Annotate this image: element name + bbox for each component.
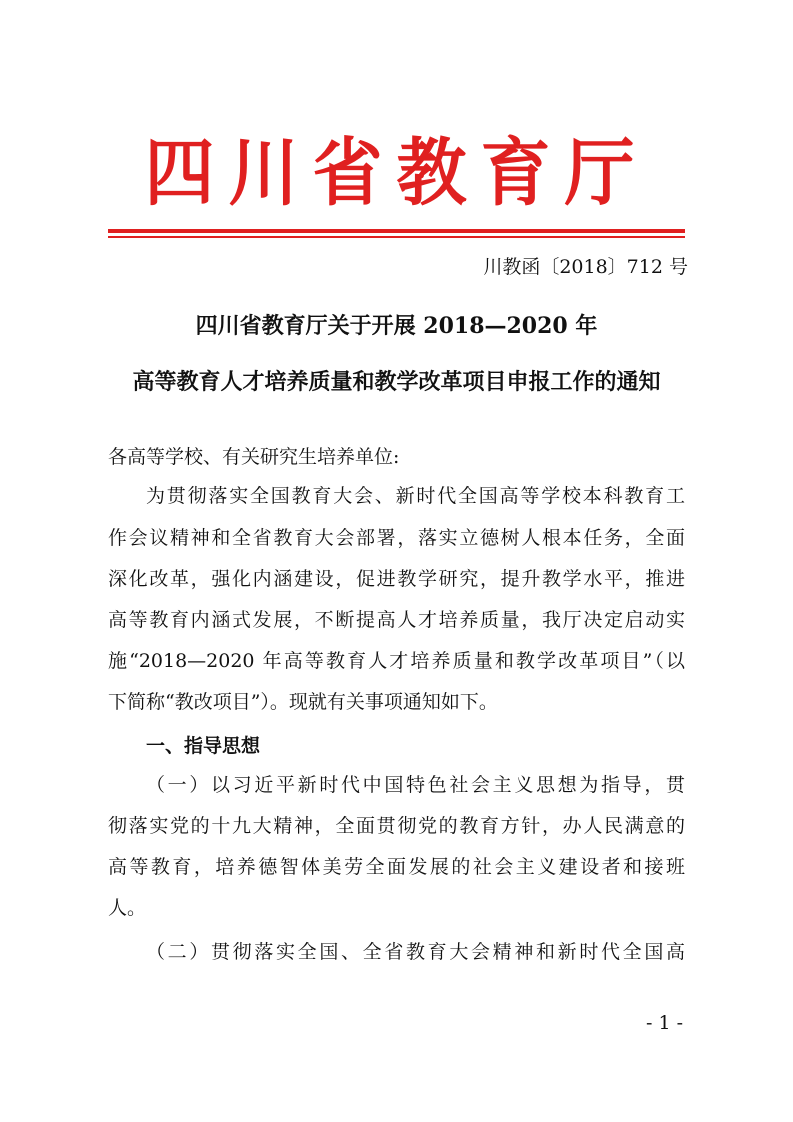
document-title-line-1: 四川省教育厅关于开展 2018—2020 年 [195,313,598,339]
section1-item2-line: （二）贯彻落实全国、全省教育大会精神和新时代全国高 [146,941,685,963]
intro-paragraph-line: 为贯彻落实全国教育大会、新时代全国高等学校本科教育工 [146,485,685,507]
section1-item1-line: 彻落实党的十九大精神，全面贯彻党的教育方针，办人民满意的 [108,815,685,837]
letterhead-org-name: 四川省教育厅 [144,129,649,217]
intro-paragraph-line: 高等教育内涵式发展，不断提高人才培养质量，我厅决定启动实 [108,609,685,631]
page-number: - 1 - [645,1012,683,1034]
intro-paragraph-line: 下简称“教改项目”）。现就有关事项通知如下。 [108,691,498,713]
document-number: 川教函〔2018〕712 号 [483,256,688,278]
section-heading-guiding-ideology: 一、指导思想 [146,735,261,757]
intro-paragraph-line: 施“2018—2020 年高等教育人才培养质量和教学改革项目”（以 [108,650,685,672]
section1-item1-line: 高等教育，培养德智体美劳全面发展的社会主义建设者和接班 [108,856,685,878]
salutation: 各高等学校、有关研究生培养单位: [108,446,400,468]
section1-item1-line: （一）以习近平新时代中国特色社会主义思想为指导，贯 [146,774,685,796]
letterhead-red-rule-thin [108,236,685,238]
intro-paragraph-line: 深化改革，强化内涵建设，促进教学研究，提升教学水平，推进 [108,568,685,590]
letterhead-red-rule-thick [108,229,685,233]
document-title-line-2: 高等教育人才培养质量和教学改革项目申报工作的通知 [132,369,661,395]
section1-item1-line: 人。 [108,897,147,919]
intro-paragraph-line: 作会议精神和全省教育大会部署，落实立德树人根本任务，全面 [108,527,685,549]
